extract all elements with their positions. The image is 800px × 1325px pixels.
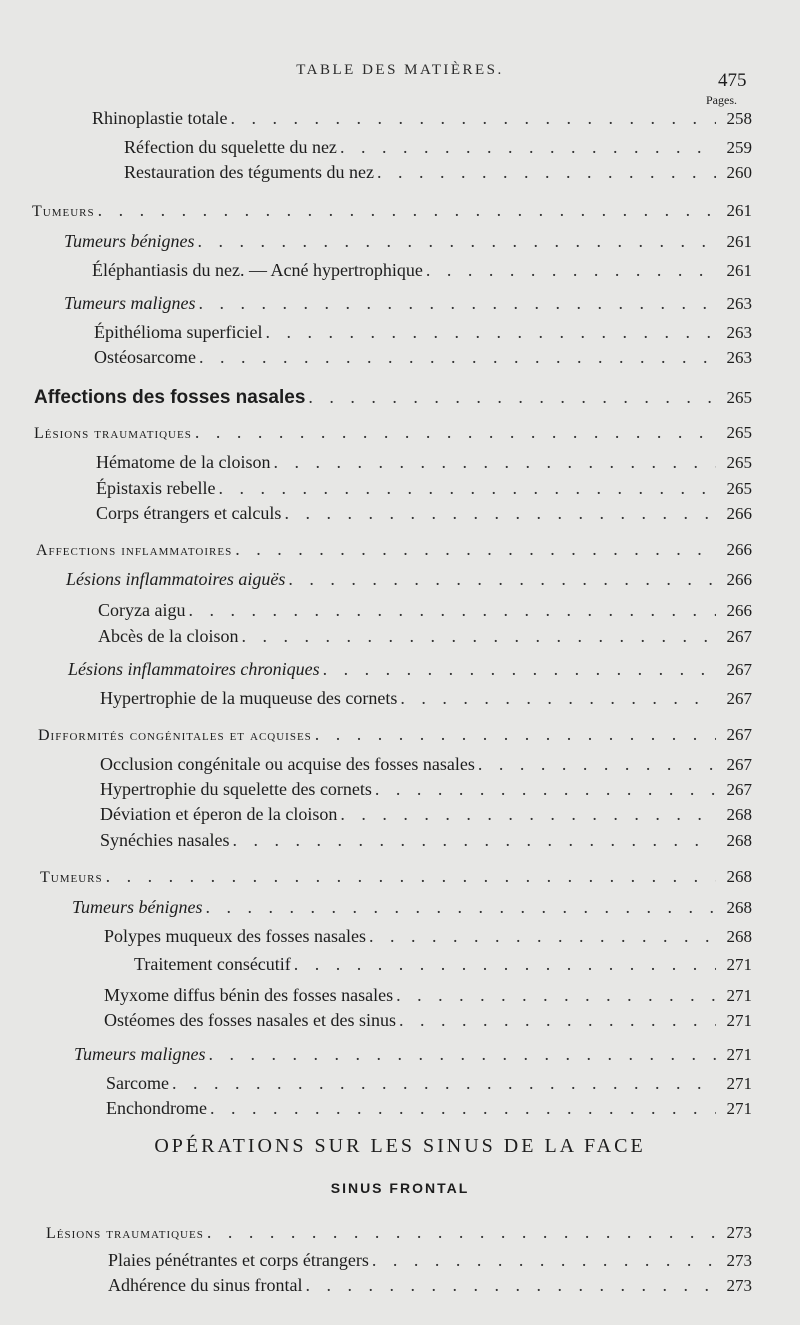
toc-entry: Traitement consécutif . . . 271 [134,952,752,976]
toc-entry: Myxome diffus bénin des fosses nasales . . . 271 [104,983,752,1007]
toc-entry: Adhérence du sinus frontal . . . 273 [108,1273,752,1297]
toc-entry: Enchondrome . . . 271 [106,1096,752,1120]
toc-subsection-entry: Lésions inflammatoires aiguës . . . 266 [66,567,752,591]
toc-subsection-entry: Tumeurs malignes . . . 271 [74,1042,752,1066]
toc-subsection-entry: Lésions inflammatoires chroniques . . . 267 [68,657,752,681]
toc-entry: Coryza aigu . . . 266 [98,598,752,622]
toc-entry: Polypes muqueux des fosses nasales . . . 268 [104,924,752,948]
toc-section-entry: Tumeurs . . . 261 [32,198,752,222]
toc-entry: Hypertrophie du squelette des cornets . . . 267 [100,777,752,801]
toc-entry: Rhinoplastie totale . . . 258 [92,106,752,130]
toc-entry: Épithélioma superficiel . . . 263 [94,320,752,344]
toc-entry: Éléphantiasis du nez. — Acné hypertrophique . . . 261 [92,258,752,282]
toc-section-entry: Lésions traumatiques . . . 273 [46,1220,752,1244]
toc-entry: Sarcome . . . 271 [106,1071,752,1095]
toc-subsection-entry: Tumeurs bénignes . . . 268 [72,895,752,919]
toc-section-entry: Tumeurs . . . 268 [40,864,752,888]
toc-entry: Épistaxis rebelle . . . 265 [96,476,752,500]
toc-entry: Déviation et éperon de la cloison . . . 268 [100,802,752,826]
toc-entry: Plaies pénétrantes et corps étrangers . . . 273 [108,1248,752,1272]
toc-chapter-entry: Affections des fosses nasales . . . 265 [34,385,752,409]
toc-section-entry: Affections inflammatoires . . . 266 [36,537,752,561]
section-title: OPÉRATIONS SUR LES SINUS DE LA FACE [154,1135,646,1157]
toc-entry: Réfection du squelette du nez . . . 259 [124,135,752,159]
subsection-title: SINUS FRONTAL [330,1180,470,1196]
toc-subsection-entry: Tumeurs bénignes . . . 261 [64,229,752,253]
toc-entry: Ostéomes des fosses nasales et des sinus . . . 271 [104,1008,752,1032]
toc-entry: Abcès de la cloison . . . 267 [98,624,752,648]
toc-entry: Hématome de la cloison . . . 265 [96,450,752,474]
toc-entry: Synéchies nasales . . . 268 [100,828,752,852]
toc-entry: Corps étrangers et calculs . . . 266 [96,501,752,525]
toc-section-entry: Lésions traumatiques . . . 265 [34,420,752,444]
toc-entry: Restauration des téguments du nez . . . 260 [124,160,752,184]
running-head: TABLE DES MATIÈRES. [296,62,504,78]
toc-subsection-entry: Tumeurs malignes . . . 263 [64,291,752,315]
toc-section-entry: Difformités congénitales et acquises . . . 267 [38,722,752,746]
toc-entry: Hypertrophie de la muqueuse des cornets . . . 267 [100,686,752,710]
pages-column-label: Pages. [706,93,737,107]
toc-entry: Occlusion congénitale ou acquise des fosses nasales . . . 267 [100,752,752,776]
toc-entry: Ostéosarcome . . . 263 [94,345,752,369]
page-number: 475 [718,70,747,91]
